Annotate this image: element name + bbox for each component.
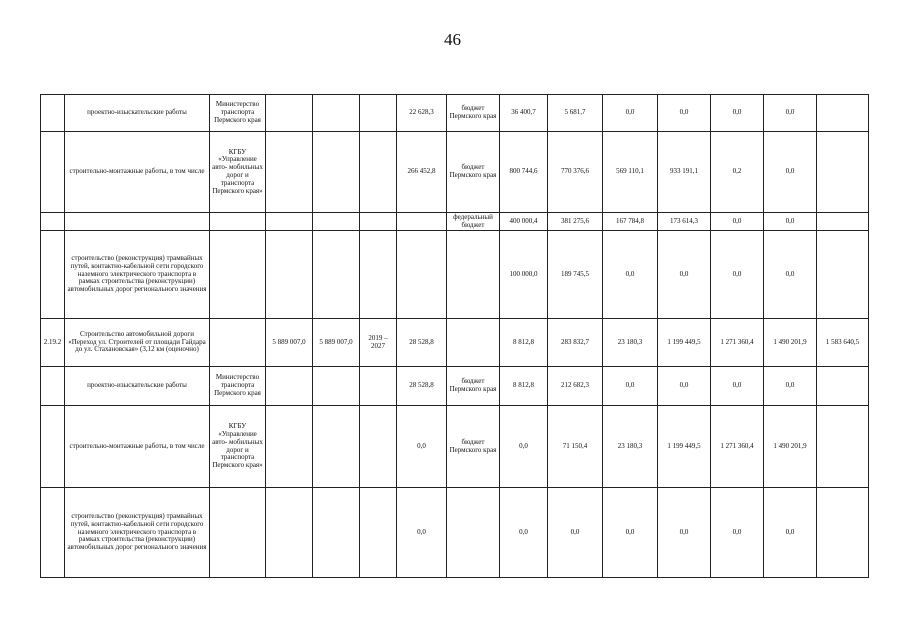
row-source: бюджет Пермского края <box>447 95 500 132</box>
row-year-2: 212 682,3 <box>548 367 603 406</box>
row-number: 2.19.2 <box>41 319 65 367</box>
row-executor <box>210 213 266 231</box>
row-number <box>41 95 65 132</box>
row-name: проектно-изыскательские работы <box>65 367 210 406</box>
row-year-4: 933 191,1 <box>658 132 711 213</box>
row-year-7 <box>817 488 869 578</box>
row-year-6: 0,0 <box>764 367 817 406</box>
row-number <box>41 367 65 406</box>
row-cost-1 <box>266 213 313 231</box>
row-year-7 <box>817 406 869 488</box>
table-row <box>41 95 869 132</box>
row-year-6: 0,0 <box>764 132 817 213</box>
row-total: 28 528,8 <box>397 367 447 406</box>
row-total: 28 528,8 <box>397 319 447 367</box>
row-year-6: 1 490 201,9 <box>764 406 817 488</box>
row-year-1: 0,0 <box>500 406 548 488</box>
row-number <box>41 488 65 578</box>
budget-table <box>40 94 869 578</box>
row-year-5: 1 271 360,4 <box>711 406 764 488</box>
row-period <box>360 213 397 231</box>
row-number <box>41 213 65 231</box>
row-source: бюджет Пермского края <box>447 132 500 213</box>
row-executor: КГБУ «Управление авто- мобильных дорог и транспорта Пермского края» <box>210 406 266 488</box>
table-row <box>41 406 869 488</box>
row-year-7 <box>817 132 869 213</box>
row-year-2: 0,0 <box>548 488 603 578</box>
row-year-4: 1 199 449,5 <box>658 319 711 367</box>
row-year-1: 800 744,6 <box>500 132 548 213</box>
row-year-4: 0,0 <box>658 367 711 406</box>
row-cost-1 <box>266 367 313 406</box>
row-cost-2: 5 889 007,0 <box>313 319 360 367</box>
row-year-3: 23 180,3 <box>603 406 658 488</box>
row-executor: Министерство транспорта Пермского края <box>210 95 266 132</box>
row-cost-2 <box>313 231 360 319</box>
row-period <box>360 132 397 213</box>
row-name: строительство (реконструкция) трамвайных путей, контактно-кабельной сети городского наземного электрического транспорта в рамках строительства (реконструкции) автомобильных дорог регионального значения <box>65 231 210 319</box>
row-cost-1 <box>266 132 313 213</box>
row-executor <box>210 319 266 367</box>
row-year-1: 0,0 <box>500 488 548 578</box>
row-cost-2 <box>313 213 360 231</box>
row-name <box>65 213 210 231</box>
row-year-5: 0,0 <box>711 488 764 578</box>
table-row <box>41 132 869 213</box>
row-source <box>447 319 500 367</box>
row-year-2: 189 745,5 <box>548 231 603 319</box>
row-year-6: 0,0 <box>764 95 817 132</box>
row-period <box>360 95 397 132</box>
row-year-1: 8 812,8 <box>500 319 548 367</box>
row-cost-2 <box>313 488 360 578</box>
row-year-3: 23 180,3 <box>603 319 658 367</box>
row-executor <box>210 488 266 578</box>
row-number <box>41 132 65 213</box>
row-year-4: 0,0 <box>658 95 711 132</box>
row-year-6: 0,0 <box>764 213 817 231</box>
row-year-7 <box>817 367 869 406</box>
row-year-7 <box>817 213 869 231</box>
row-cost-2 <box>313 132 360 213</box>
row-executor: КГБУ «Управление авто- мобильных дорог и транспорта Пермского края» <box>210 132 266 213</box>
row-source: федеральный бюджет <box>447 213 500 231</box>
row-total <box>397 213 447 231</box>
row-year-7 <box>817 95 869 132</box>
row-year-4: 1 199 449,5 <box>658 406 711 488</box>
row-year-3: 167 784,8 <box>603 213 658 231</box>
row-name: проектно-изыскательские работы <box>65 95 210 132</box>
row-total: 22 628,3 <box>397 95 447 132</box>
row-year-3: 569 110,1 <box>603 132 658 213</box>
row-year-2: 381 275,6 <box>548 213 603 231</box>
row-year-3: 0,0 <box>603 488 658 578</box>
row-executor <box>210 231 266 319</box>
row-cost-1 <box>266 231 313 319</box>
row-year-4: 0,0 <box>658 488 711 578</box>
row-year-4: 173 614,3 <box>658 213 711 231</box>
row-year-2: 5 681,7 <box>548 95 603 132</box>
row-total: 266 452,8 <box>397 132 447 213</box>
row-cost-1 <box>266 406 313 488</box>
row-source <box>447 231 500 319</box>
row-year-6: 0,0 <box>764 488 817 578</box>
row-year-5: 0,2 <box>711 132 764 213</box>
row-number <box>41 406 65 488</box>
row-cost-2 <box>313 367 360 406</box>
page-number: 46 <box>444 30 461 49</box>
row-year-5: 0,0 <box>711 213 764 231</box>
row-year-5: 1 271 360,4 <box>711 319 764 367</box>
row-period <box>360 231 397 319</box>
row-total: 0,0 <box>397 488 447 578</box>
row-total: 0,0 <box>397 406 447 488</box>
row-cost-2 <box>313 406 360 488</box>
row-name: строительство (реконструкция) трамвайных путей, контактно-кабельной сети городского наземного электрического транспорта в рамках строительства (реконструкции) автомобильных дорог регионального значения <box>65 488 210 578</box>
table-row <box>41 488 869 578</box>
table-row <box>41 231 869 319</box>
row-year-5: 0,0 <box>711 231 764 319</box>
row-year-1: 400 000,4 <box>500 213 548 231</box>
row-year-1: 36 400,7 <box>500 95 548 132</box>
row-year-5: 0,0 <box>711 95 764 132</box>
row-source: бюджет Пермского края <box>447 367 500 406</box>
row-year-6: 0,0 <box>764 231 817 319</box>
row-year-2: 71 150,4 <box>548 406 603 488</box>
row-name: строительно-монтажные работы, в том числе <box>65 132 210 213</box>
table-row <box>41 213 869 231</box>
row-total <box>397 231 447 319</box>
table-row <box>41 367 869 406</box>
row-number <box>41 231 65 319</box>
table-row <box>41 319 869 367</box>
row-year-1: 100 000,0 <box>500 231 548 319</box>
row-year-1: 8 812,8 <box>500 367 548 406</box>
row-source: бюджет Пермского края <box>447 406 500 488</box>
row-name: Строительство автомобильной дороги «Переход ул. Строителей от площади Гайдара до ул. Стахановская» (3,12 км (оценочно) <box>65 319 210 367</box>
row-name: строительно-монтажные работы, в том числе <box>65 406 210 488</box>
row-cost-1: 5 889 007,0 <box>266 319 313 367</box>
row-year-7 <box>817 231 869 319</box>
row-year-6: 1 490 201,9 <box>764 319 817 367</box>
row-year-4: 0,0 <box>658 231 711 319</box>
row-period <box>360 367 397 406</box>
row-year-3: 0,0 <box>603 231 658 319</box>
row-source <box>447 488 500 578</box>
row-cost-2 <box>313 95 360 132</box>
row-period <box>360 406 397 488</box>
row-year-7: 1 583 640,5 <box>817 319 869 367</box>
row-executor: Министерство транспорта Пермского края <box>210 367 266 406</box>
row-period: 2019 – 2027 <box>360 319 397 367</box>
row-year-5: 0,0 <box>711 367 764 406</box>
row-cost-1 <box>266 488 313 578</box>
row-cost-1 <box>266 95 313 132</box>
row-year-2: 283 832,7 <box>548 319 603 367</box>
row-year-2: 770 376,6 <box>548 132 603 213</box>
row-year-3: 0,0 <box>603 95 658 132</box>
row-period <box>360 488 397 578</box>
row-year-3: 0,0 <box>603 367 658 406</box>
